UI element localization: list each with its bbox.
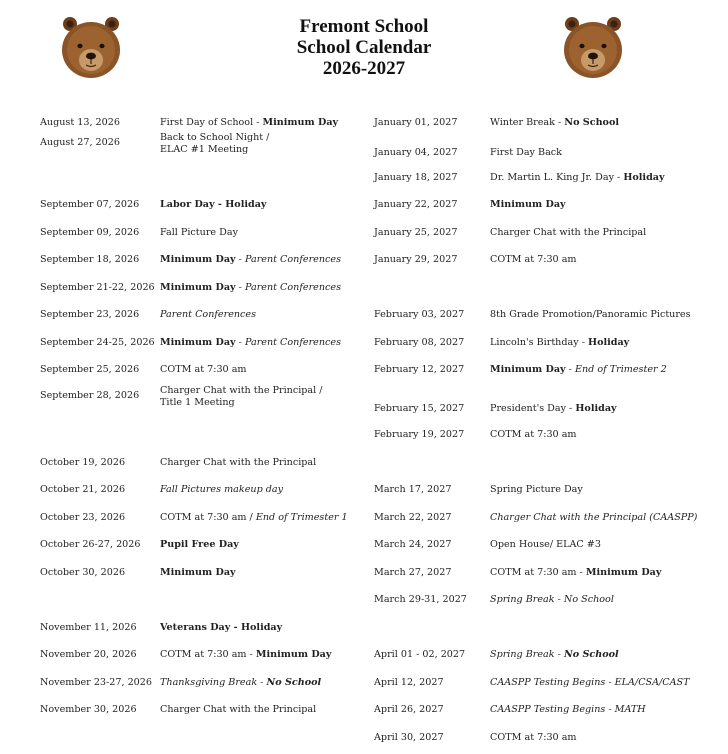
- left-event-description: [160, 227, 238, 239]
- left-event-date: November 20, 2026: [40, 649, 137, 660]
- right-event-description: [490, 227, 646, 239]
- right-event-date: April 01 - 02, 2027: [374, 649, 466, 660]
- event-text-segment: COTM at 7:30 am -: [490, 567, 586, 578]
- calendar-header: [0, 16, 728, 79]
- left-event-date: August 27, 2026: [40, 137, 120, 148]
- left-event-date: November 30, 2026: [40, 704, 137, 715]
- event-text-segment: Charger Chat with the Principal (CAASPP): [490, 512, 698, 523]
- event-text-segment: Minimum Day: [160, 567, 236, 578]
- left-event-description: [160, 649, 331, 661]
- event-text-segment: Lincoln's Birthday -: [490, 337, 588, 348]
- left-event-description: [160, 199, 267, 211]
- left-event-description: [160, 364, 247, 376]
- event-text-segment: Minimum Day: [160, 337, 236, 348]
- right-event-description: [490, 512, 697, 524]
- right-event-description: [490, 429, 577, 441]
- right-event-description: [490, 677, 690, 689]
- right-event-date: January 25, 2027: [374, 227, 458, 238]
- left-event-date: September 28, 2026: [40, 390, 140, 401]
- left-event-date: October 26-27, 2026: [40, 539, 141, 550]
- left-event-description: [160, 254, 341, 266]
- right-event-description: [490, 172, 665, 184]
- right-event-date: March 17, 2027: [374, 484, 452, 495]
- left-event-description: [160, 539, 239, 551]
- event-text-segment: No School: [563, 649, 619, 660]
- right-event-description: [490, 403, 617, 415]
- right-event-description: [490, 364, 667, 376]
- event-text-segment: End of Trimester 1: [255, 512, 348, 523]
- event-text-segment: - Parent Conferences: [235, 282, 341, 293]
- left-event-description: [160, 385, 323, 409]
- event-text-segment: - Parent Conferences: [235, 337, 341, 348]
- event-text-segment: COTM at 7:30 am: [490, 732, 577, 743]
- event-text-segment: Spring Break -: [490, 649, 564, 660]
- right-event-description: [490, 732, 577, 744]
- event-text-segment: Minimum Day: [490, 364, 566, 375]
- right-event-description: [490, 117, 619, 129]
- school-name: Fremont School: [299, 16, 429, 37]
- left-event-description: [160, 512, 348, 524]
- event-text-segment: - Parent Conferences: [235, 254, 341, 265]
- event-text-segment: Thanksgiving Break -: [160, 677, 267, 688]
- right-event-date: February 08, 2027: [374, 337, 465, 348]
- event-text-segment: Fall Picture Day: [160, 227, 238, 238]
- event-text-segment: Dr. Martin L. King Jr. Day -: [490, 172, 624, 183]
- right-event-date: April 30, 2027: [374, 732, 444, 743]
- event-text-segment: President's Day -: [490, 403, 576, 414]
- event-text-segment: Winter Break -: [490, 117, 565, 128]
- event-text-segment: Labor Day - Holiday: [160, 199, 267, 210]
- right-event-description: [490, 199, 566, 211]
- right-event-date: January 29, 2027: [374, 254, 458, 265]
- right-event-date: January 04, 2027: [374, 147, 458, 158]
- event-text-segment: Minimum Day: [585, 567, 662, 578]
- event-text-segment: Holiday: [623, 172, 665, 183]
- right-event-date: February 12, 2027: [374, 364, 465, 375]
- event-text-segment: Pupil Free Day: [160, 539, 239, 550]
- left-event-date: September 24-25, 2026: [40, 337, 155, 348]
- right-event-description: [490, 309, 691, 321]
- event-text-segment: COTM at 7:30 am /: [160, 512, 256, 523]
- left-event-date: November 11, 2026: [40, 622, 137, 633]
- event-text-segment: No School: [266, 677, 322, 688]
- right-event-date: April 26, 2027: [374, 704, 444, 715]
- event-text-segment: First Day of School: [160, 117, 254, 128]
- left-event-description: [160, 282, 341, 294]
- right-event-date: January 01, 2027: [374, 117, 458, 128]
- right-event-description: [490, 539, 601, 551]
- right-event-description: [490, 567, 661, 579]
- event-text-segment: Fall Pictures makeup day: [160, 484, 284, 495]
- event-text-segment: Spring Picture Day: [490, 484, 583, 495]
- event-text-segment: Parent Conferences: [160, 309, 257, 320]
- left-event-date: September 21-22, 2026: [40, 282, 155, 293]
- left-event-date: October 19, 2026: [40, 457, 126, 468]
- left-event-description: [160, 704, 316, 716]
- event-text-segment: COTM at 7:30 am: [160, 364, 247, 375]
- left-event-description: [160, 309, 256, 321]
- event-text-segment: COTM at 7:30 am: [490, 254, 577, 265]
- event-text-segment: Holiday: [575, 403, 617, 414]
- event-text-segment: Charger Chat with the Principal: [490, 227, 647, 238]
- right-event-date: February 15, 2027: [374, 403, 465, 414]
- event-text-segment: Back to School Night / ELAC #1 Meeting: [160, 132, 270, 155]
- right-event-description: [490, 254, 577, 266]
- event-text-segment: Minimum Day: [160, 282, 236, 293]
- right-event-date: February 03, 2027: [374, 309, 465, 320]
- right-event-description: [490, 649, 619, 661]
- event-text-segment: Minimum Day: [160, 254, 236, 265]
- right-event-date: January 18, 2027: [374, 172, 458, 183]
- event-text-segment: Open House/ ELAC #3: [490, 539, 601, 550]
- event-text-segment: Spring Break - No School: [490, 594, 614, 605]
- right-event-description: [490, 337, 629, 349]
- school-year: 2026-2027: [322, 58, 406, 79]
- event-text-segment: Veterans Day - Holiday: [160, 622, 283, 633]
- right-event-date: March 22, 2027: [374, 512, 452, 523]
- event-text-segment: CAASPP Testing Begins - MATH: [490, 704, 646, 715]
- right-event-date: February 19, 2027: [374, 429, 465, 440]
- event-text-segment: Charger Chat with the Principal / Title 1 Meeting: [160, 385, 323, 408]
- left-event-date: August 13, 2026: [40, 117, 120, 128]
- left-event-date: November 23-27, 2026: [40, 677, 152, 688]
- event-text-segment: CAASPP Testing Begins - ELA/CSA/CAST: [490, 677, 690, 688]
- left-event-date: September 25, 2026: [40, 364, 140, 375]
- left-event-date: October 23, 2026: [40, 512, 126, 523]
- calendar-title: School Calendar: [296, 37, 432, 58]
- left-event-date: September 18, 2026: [40, 254, 140, 265]
- event-text-segment: Minimum Day: [262, 117, 339, 128]
- right-event-description: [490, 594, 614, 606]
- event-text-segment: COTM at 7:30 am: [490, 429, 577, 440]
- event-text-segment: 8th Grade Promotion/Panoramic Pictures: [490, 309, 691, 320]
- event-text-segment: - End of Trimester 2: [565, 364, 667, 375]
- left-event-description: [160, 677, 321, 689]
- left-event-date: October 30, 2026: [40, 567, 126, 578]
- right-event-description: [490, 484, 583, 496]
- right-event-date: April 12, 2027: [374, 677, 444, 688]
- right-event-date: January 22, 2027: [374, 199, 458, 210]
- left-event-date: September 07, 2026: [40, 199, 140, 210]
- event-text-segment: First Day Back: [490, 147, 562, 158]
- event-text-segment: Holiday: [588, 337, 630, 348]
- event-text-segment: -: [253, 117, 263, 128]
- event-text-segment: Minimum Day: [255, 649, 332, 660]
- left-event-description: [160, 132, 269, 156]
- left-event-description: [160, 117, 338, 129]
- right-event-date: March 27, 2027: [374, 567, 452, 578]
- event-text-segment: No School: [564, 117, 619, 128]
- left-event-date: September 23, 2026: [40, 309, 140, 320]
- left-event-date: September 09, 2026: [40, 227, 140, 238]
- left-event-description: [160, 622, 282, 634]
- left-event-description: [160, 567, 236, 579]
- right-event-description: [490, 147, 562, 159]
- event-text-segment: COTM at 7:30 am -: [160, 649, 256, 660]
- left-event-description: [160, 457, 316, 469]
- left-event-date: October 21, 2026: [40, 484, 126, 495]
- right-event-description: [490, 704, 646, 716]
- event-text-segment: Minimum Day: [490, 199, 566, 210]
- left-event-description: [160, 484, 283, 496]
- right-event-date: March 24, 2027: [374, 539, 452, 550]
- left-event-description: [160, 337, 341, 349]
- event-text-segment: Charger Chat with the Principal: [160, 704, 317, 715]
- event-text-segment: Charger Chat with the Principal: [160, 457, 317, 468]
- right-event-date: March 29-31, 2027: [374, 594, 467, 605]
